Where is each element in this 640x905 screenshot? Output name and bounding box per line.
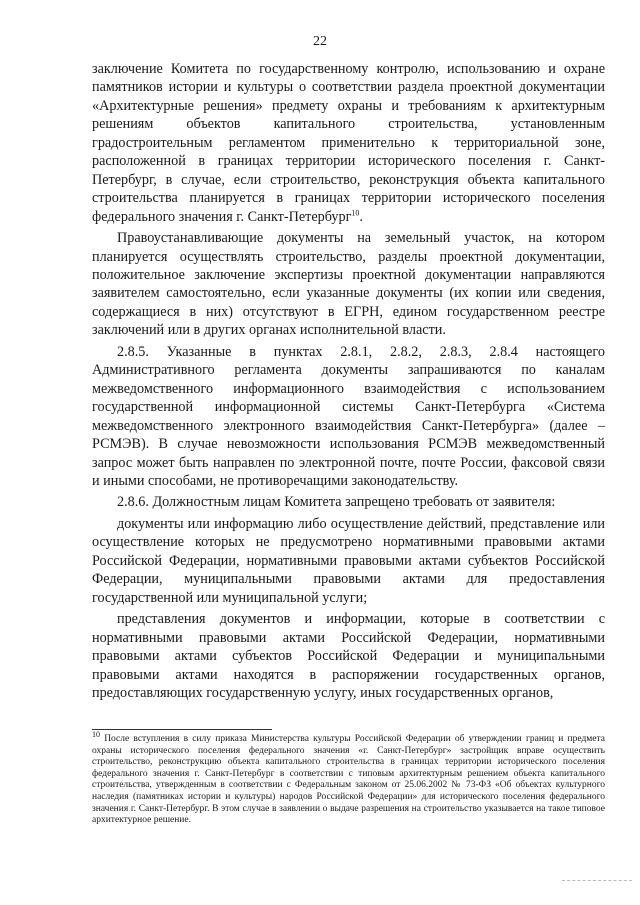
scan-edge-mark bbox=[562, 880, 632, 881]
paragraph-1-suffix: . bbox=[359, 208, 363, 225]
footnote bbox=[92, 729, 605, 827]
page-number: 22 bbox=[313, 34, 327, 49]
footnote-reference: 10 bbox=[351, 207, 360, 217]
footnote-text: После вступления в силу приказа Министерства культуры Российской Федерации об утверждении границ и предмета охраны исторического поселения федерального значения «г. Санкт-Петербург» застройщик вправе осуществить строительство, реконструкцию объекта капитального строительства в границах территории исторического поселения федерального значения г. Санкт-Петербург в соответствии с типовым архитектурным решением объекта капитального строительства, утвержденным в соответствии с Федеральным законом от 25.06.2002 № 73-ФЗ «Об объектах культурного наследия (памятниках истории и культуры) народов Российской Федерации» для исторического поселения федерального значения г. Санкт-Петербург. В этом случае в заявлении о выдаче разрешения на строительство указывается на такое типовое архитектурное решение. bbox=[92, 734, 605, 826]
paragraph-1 bbox=[92, 60, 605, 226]
paragraph-2: Правоустанавливающие документы на земельный участок, на котором планируется осуществлять строительство, разделы проектной документации, положительное заключение экспертизы проектной документации направляются заявителем самостоятельно, если указанные документы (их копии или сведения, содержащиеся в них) отсутствуют в ЕГРН, едином государственном реестре заключений или в других органах исполнительной власти. bbox=[92, 230, 605, 339]
footnote-divider bbox=[92, 729, 272, 730]
paragraph-3: 2.8.5. Указанные в пунктах 2.8.1, 2.8.2, 2.8.3, 2.8.4 настоящего Административного регламента документы запрашиваются по каналам межведомственного информационного взаимодействия с использованием государственной информационной системы Санкт-Петербурга «Система межведомственного электронного взаимодействия Санкт-Петербурга» (далее – РСМЭВ). В случае невозможности использования РСМЭВ межведомственный запрос может быть направлен по электронной почте, почте России, факсовой связи и иными способами, не противоречащими законодательству. bbox=[92, 343, 605, 489]
document-body bbox=[92, 60, 605, 702]
footnote-number: 10 bbox=[92, 729, 100, 739]
paragraph-1-text: заключение Комитета по государственному контролю, использованию и охране памятников истории и культуры о соответствии раздела проектной документации «Архитектурные решения» предмету охраны и требованиям к архитектурным решениям объектов капитального строительства, установленным градостроительным регламентом применительно к территориальной зоне, расположенной в границах территории исторического поселения г. Санкт-Петербург, в случае, если строительство, реконструкция объекта капитального строительства планируется в границах территории исторического поселения федерального значения г. Санкт-Петербург bbox=[92, 61, 605, 225]
paragraph-5: документы или информацию либо осуществление действий, представление или осуществление которых не предусмотрено нормативными правовыми актами Российской Федерации, нормативными правовыми актами субъектов Российской Федерации, муниципальными правовыми актами для предоставления государственной или муниципальной услуги; bbox=[92, 515, 605, 606]
paragraph-4: 2.8.6. Должностным лицам Комитета запрещено требовать от заявителя: bbox=[117, 494, 556, 511]
paragraph-6: представления документов и информации, которые в соответствии с нормативными правовыми актами Российской Федерации, нормативными правовыми актами субъектов Российской Федерации и муниципальными правовыми актами находятся в распоряжении государственных органов, предоставляющих государственную услугу, иных государственных органов, bbox=[92, 611, 605, 701]
